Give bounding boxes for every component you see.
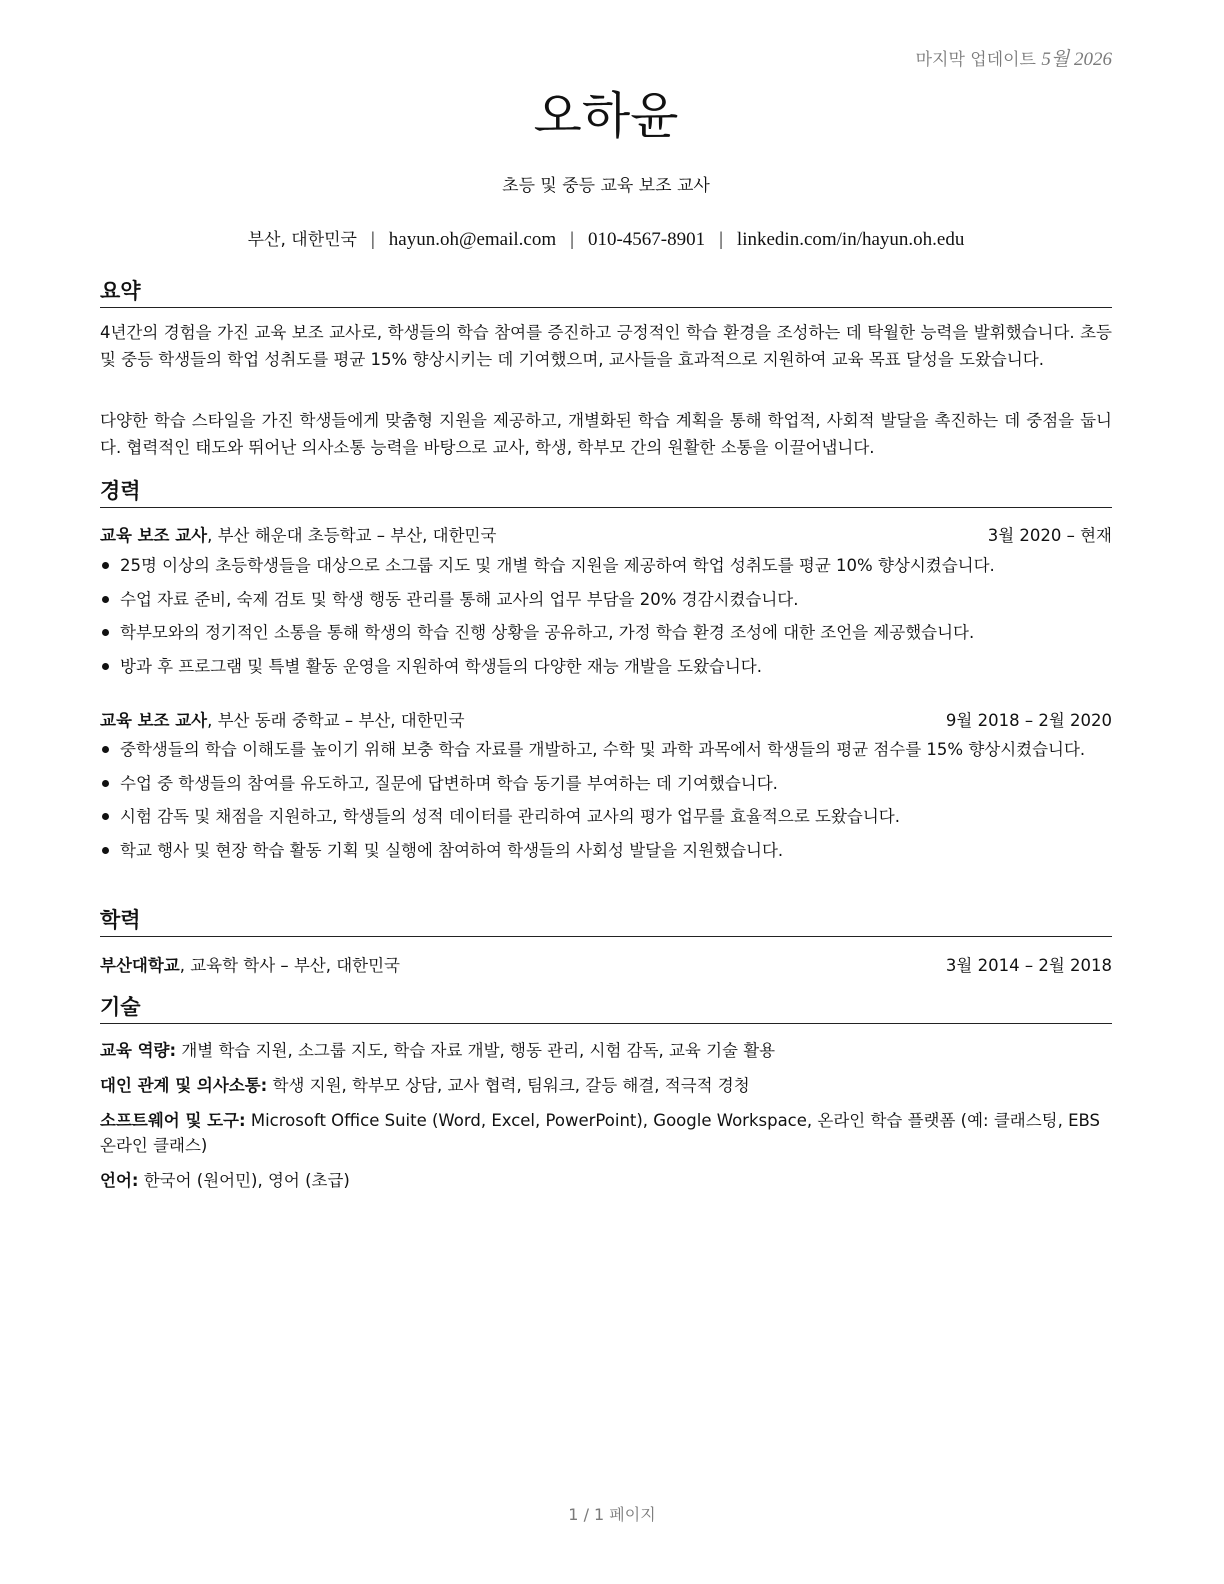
skill-line-software xyxy=(100,1108,1112,1158)
entry-organization: , 부산 해운대 초등학교 – 부산, 대한민국 xyxy=(207,526,497,545)
skill-value: 학생 지원, 학부모 상담, 교사 협력, 팀워크, 갈등 해결, 적극적 경청 xyxy=(267,1076,750,1095)
skill-line-communication xyxy=(100,1073,1112,1098)
candidate-subtitle: 초등 및 중등 교육 보조 교사 xyxy=(502,176,710,196)
summary-heading: 요약 xyxy=(100,278,1112,308)
skill-label: 소프트웨어 및 도구: xyxy=(100,1111,246,1130)
entry-date: 3월 2020 – 현재 xyxy=(987,526,1112,545)
list-item: 시험 감독 및 채점을 지원하고, 학생들의 성적 데이터를 관리하여 교사의 평가 업무를 효율적으로 도왔습니다. xyxy=(100,804,1112,829)
skill-label: 교육 역량: xyxy=(100,1041,177,1060)
education-entry-header xyxy=(100,952,1112,976)
last-updated-date: 5월 2026 xyxy=(1041,49,1112,70)
education-degree: , 교육학 학사 – 부산, 대한민국 xyxy=(179,956,400,975)
skill-value: Microsoft Office Suite (Word, Excel, PowerPoint), Google Workspace, 온라인 학습 플랫폼 (예: 클래스팅, EBS 온라인 클래스) xyxy=(100,1111,1100,1155)
skill-line-languages xyxy=(100,1168,1112,1193)
list-item: 중학생들의 학습 이해도를 높이기 위해 보충 학습 자료를 개발하고, 수학 및 과학 과목에서 학생들의 평균 점수를 15% 향상시켰습니다. xyxy=(100,737,1112,762)
entry-role: 교육 보조 교사 xyxy=(100,711,208,730)
contact-location: 부산, 대한민국 xyxy=(247,230,357,250)
list-item: 수업 자료 준비, 숙제 검토 및 학생 행동 관리를 통해 교사의 업무 부담을 20% 경감시켰습니다. xyxy=(100,587,1112,612)
contact-separator: | xyxy=(719,229,723,250)
contact-phone: 010-4567-8901 xyxy=(587,229,706,250)
skill-label: 대인 관계 및 의사소통: xyxy=(100,1076,268,1095)
skill-value: 개별 학습 지원, 소그룹 지도, 학습 자료 개발, 행동 관리, 시험 감독, 교육 기술 활용 xyxy=(176,1041,776,1060)
entry-role: 교육 보조 교사 xyxy=(100,526,208,545)
experience-entry-2-header xyxy=(100,707,1112,731)
page-number: 1 / 1 페이지 xyxy=(568,1505,656,1524)
entry-organization: , 부산 동래 중학교 – 부산, 대한민국 xyxy=(207,711,465,730)
candidate-name: 오하윤 xyxy=(533,87,679,145)
contact-separator: | xyxy=(570,229,574,250)
experience-entry-1-header xyxy=(100,522,1112,546)
education-school: 부산대학교 xyxy=(100,956,180,975)
experience-entry-2-bullets xyxy=(100,737,1112,871)
experience-entry-1-bullets xyxy=(100,553,1112,687)
entry-date: 9월 2018 – 2월 2020 xyxy=(945,711,1112,730)
last-updated xyxy=(916,44,1112,71)
skill-value: 한국어 (원어민), 영어 (초급) xyxy=(138,1171,350,1190)
contact-line xyxy=(100,225,1112,251)
skill-line-teaching xyxy=(100,1038,1112,1063)
skills-heading: 기술 xyxy=(100,994,1112,1024)
education-heading: 학력 xyxy=(100,907,1112,937)
contact-email[interactable]: hayun.oh@email.com xyxy=(388,229,557,250)
summary-paragraph-2: 다양한 학습 스타일을 가진 학생들에게 맞춤형 지원을 제공하고, 개별화된 학습 계획을 통해 학업적, 사회적 발달을 촉진하는 데 중점을 둡니다. 협력적인 태도와 뛰어난 의사소통 능력을 바탕으로 교사, 학생, 학부모 간의 원활한 소통을 이끌어냅니다. xyxy=(100,411,1112,457)
summary-paragraph-1: 4년간의 경험을 가진 교육 보조 교사로, 학생들의 학습 참여를 증진하고 긍정적인 학습 환경을 조성하는 데 탁월한 능력을 발휘했습니다. 초등 및 중등 학생들의 학업 성취도를 평균 15% 향상시키는 데 기여했으며, 교사들을 효과적으로 지원하여 교육 목표 달성을 도왔습니다. xyxy=(100,323,1112,369)
experience-heading: 경력 xyxy=(100,478,1112,508)
list-item: 학부모와의 정기적인 소통을 통해 학생의 학습 진행 상황을 공유하고, 가정 학습 환경 조성에 대한 조언을 제공했습니다. xyxy=(100,620,1112,645)
list-item: 수업 중 학생들의 참여를 유도하고, 질문에 답변하며 학습 동기를 부여하는 데 기여했습니다. xyxy=(100,771,1112,796)
list-item: 학교 행사 및 현장 학습 활동 기획 및 실행에 참여하여 학생들의 사회성 발달을 지원했습니다. xyxy=(100,838,1112,863)
education-date: 3월 2014 – 2월 2018 xyxy=(945,956,1112,975)
list-item: 25명 이상의 초등학생들을 대상으로 소그룹 지도 및 개별 학습 지원을 제공하여 학업 성취도를 평균 10% 향상시켰습니다. xyxy=(100,553,1112,578)
contact-separator: | xyxy=(370,229,375,250)
list-item: 방과 후 프로그램 및 특별 활동 운영을 지원하여 학생들의 다양한 재능 개발을 도왔습니다. xyxy=(100,654,1112,679)
skill-label: 언어: xyxy=(100,1171,139,1190)
contact-linkedin[interactable]: linkedin.com/in/hayun.oh.edu xyxy=(736,229,965,250)
last-updated-label: 마지막 업데이트 xyxy=(915,50,1036,70)
